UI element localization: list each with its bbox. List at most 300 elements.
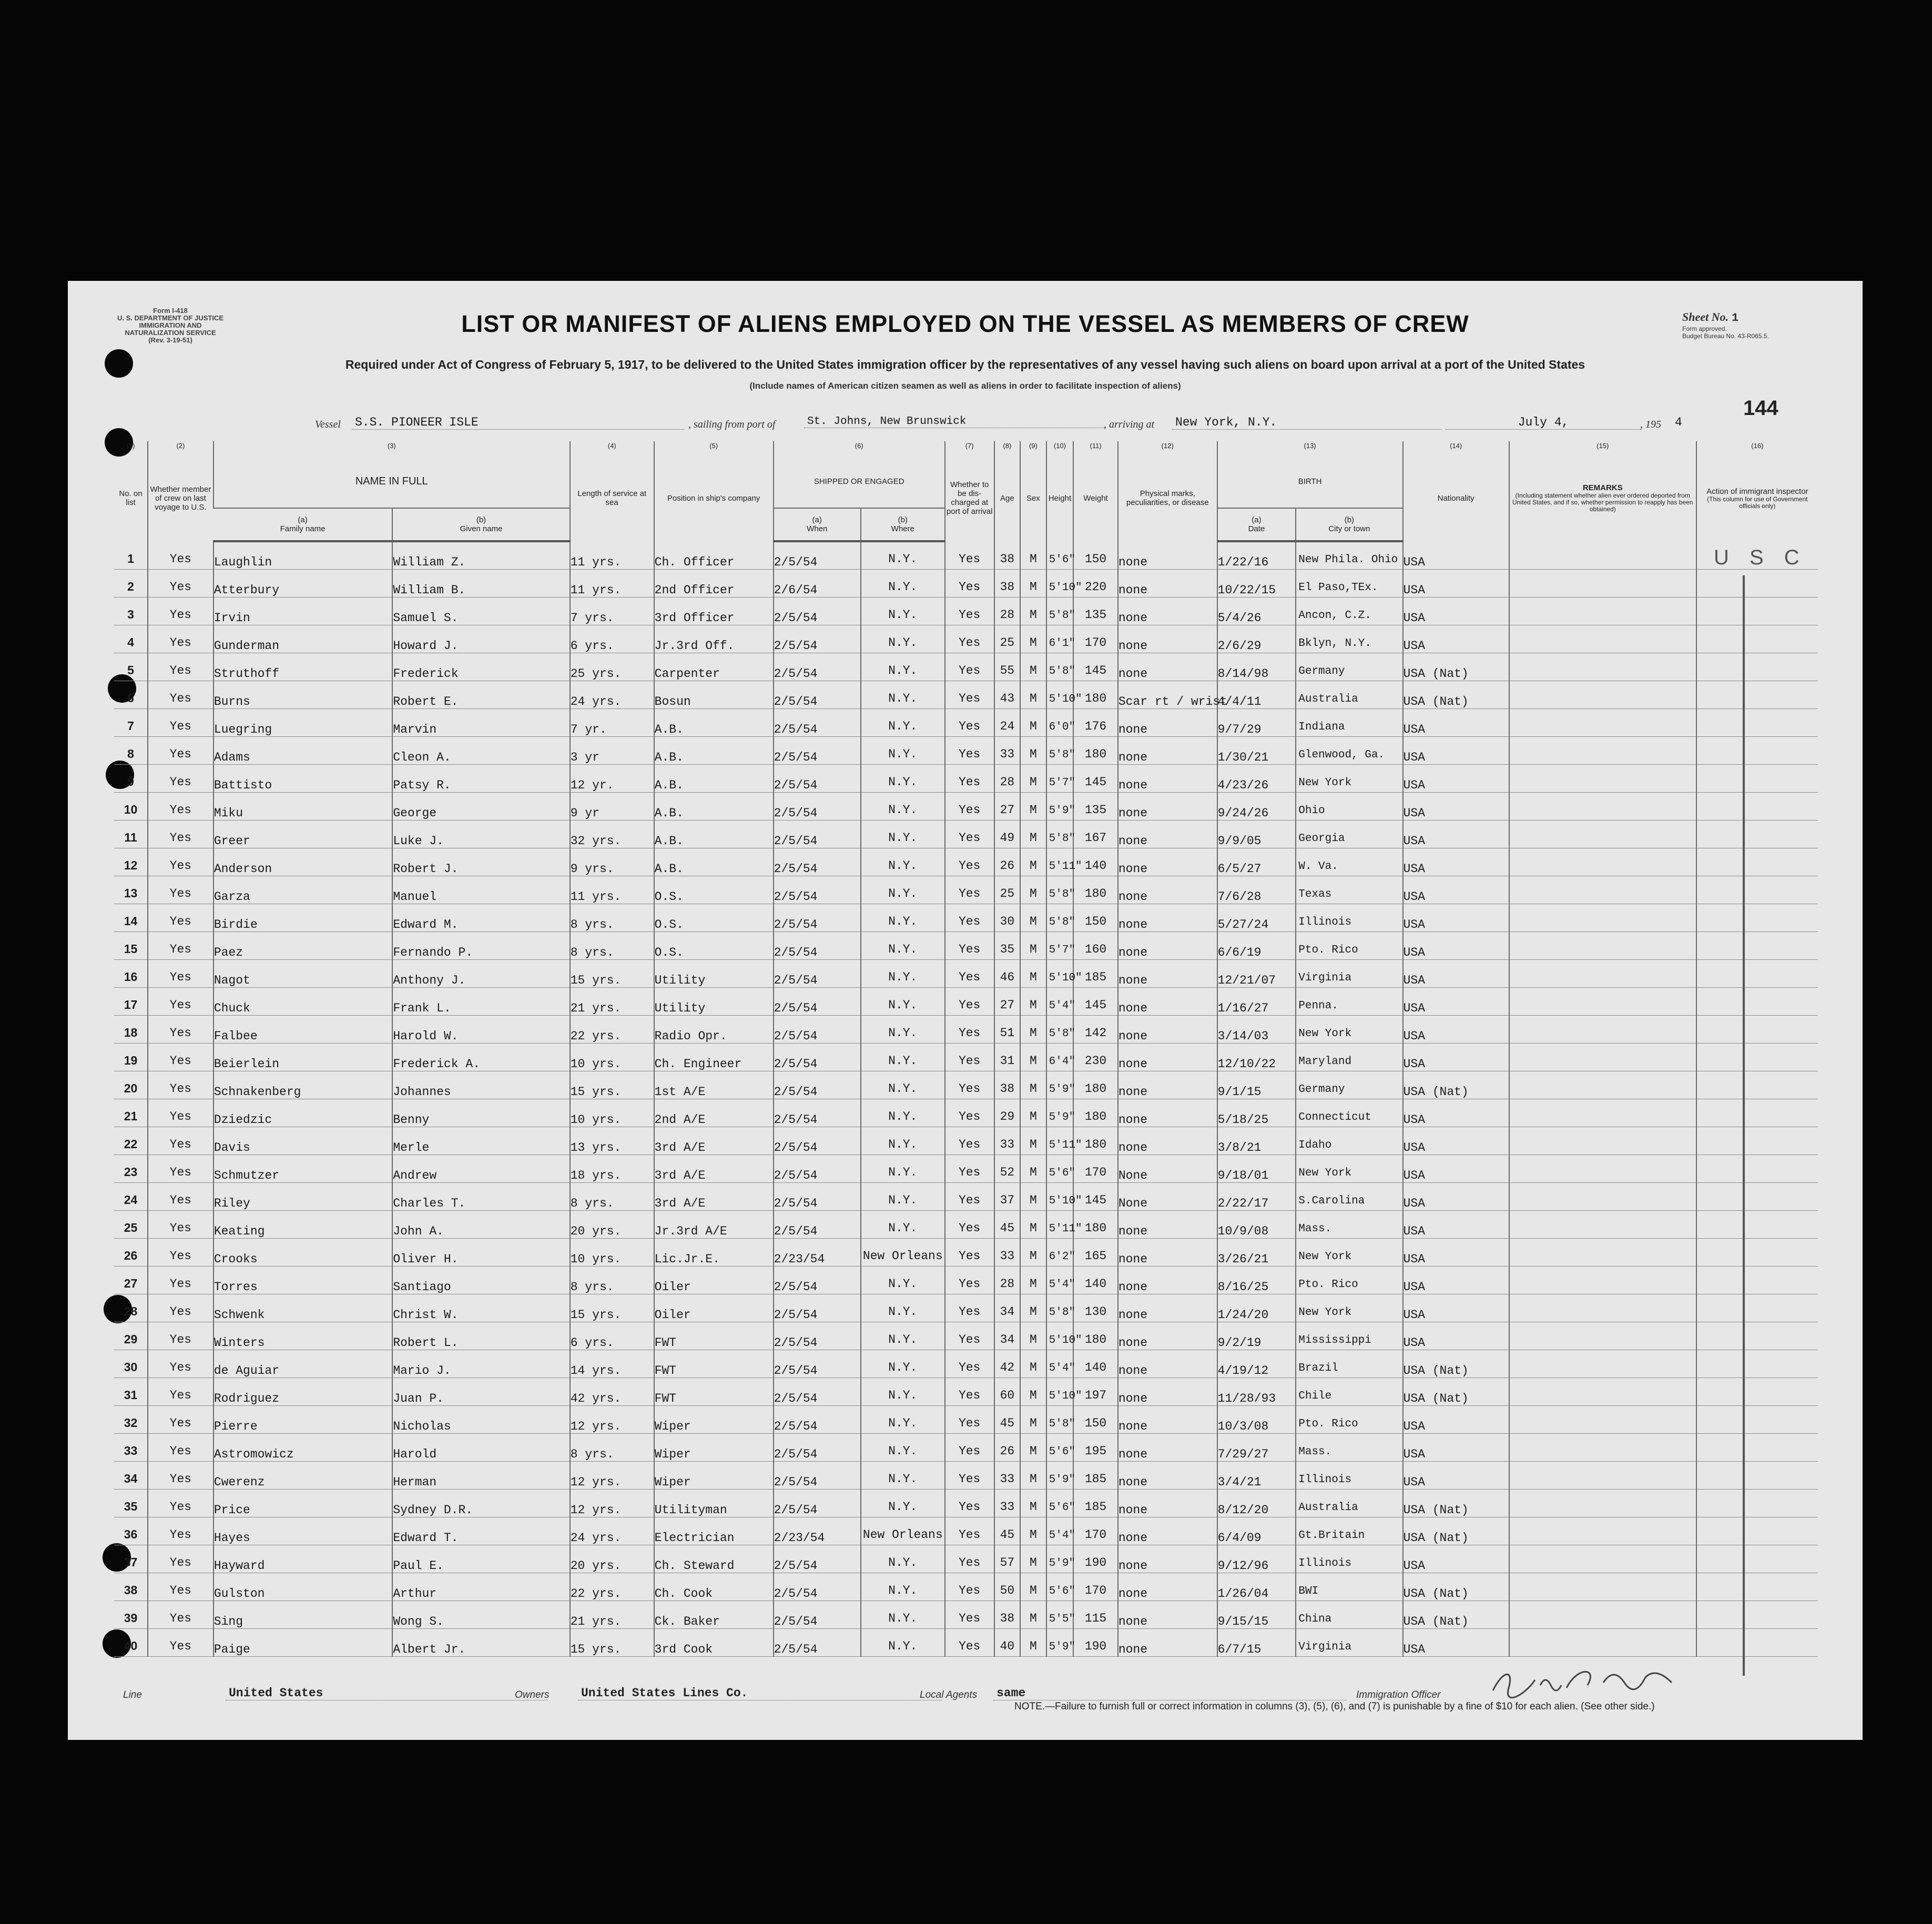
- cell-height: 6'2": [1046, 1238, 1074, 1266]
- cell-family: Riley: [213, 1182, 393, 1210]
- col-length: Length of service at sea: [570, 455, 654, 541]
- cell-sex: M: [1020, 736, 1046, 764]
- cell-age: 38: [994, 1071, 1021, 1099]
- cell-birth-city: Germany: [1296, 653, 1402, 681]
- cell-length: 12 yrs.: [570, 1489, 654, 1517]
- cell-given: Edward M.: [392, 904, 570, 931]
- cell-where: N.Y.: [861, 1294, 945, 1322]
- cell-birth-date: 2/6/29: [1217, 625, 1296, 653]
- cell-where: N.Y.: [861, 1628, 945, 1656]
- cell-given: Anthony J.: [392, 959, 570, 987]
- cell-birth-city: Glenwood, Ga.: [1296, 736, 1402, 764]
- cell-position: Bosun: [654, 681, 774, 708]
- cell-birth-city: Ohio: [1296, 792, 1402, 820]
- cell-height: 5'8": [1046, 876, 1074, 904]
- cell-weight: 142: [1073, 1015, 1118, 1043]
- cell-nationality: USA (Nat): [1403, 1489, 1509, 1517]
- cell-given: Mario J.: [392, 1350, 570, 1378]
- cell-birth-date: 1/26/04: [1217, 1573, 1296, 1601]
- cell-nationality: USA (Nat): [1403, 653, 1509, 681]
- cell-where: N.Y.: [861, 792, 945, 820]
- cell-discharged: Yes: [945, 625, 994, 653]
- cell-empty: [1696, 653, 1818, 681]
- cell-age: 38: [994, 569, 1021, 597]
- cell-nationality: USA: [1403, 1155, 1509, 1182]
- cell-age: 52: [994, 1155, 1021, 1182]
- cell-where: N.Y.: [861, 1601, 945, 1628]
- manifest-sheet: [68, 281, 1863, 1740]
- cell-family: Price: [213, 1489, 393, 1517]
- cell-where: N.Y.: [861, 1210, 945, 1238]
- col-remarks: [1509, 455, 1696, 541]
- cell-when: 2/6/54: [774, 569, 861, 597]
- cell-family: Schwenk: [213, 1294, 393, 1322]
- cell-age: 42: [994, 1350, 1021, 1378]
- cell-no: 19: [114, 1043, 148, 1071]
- cell-no: 28: [114, 1294, 148, 1322]
- cell-length: 8 yrs.: [570, 1433, 654, 1461]
- cell-weight: 190: [1073, 1545, 1118, 1573]
- cell-height: 5'8": [1046, 820, 1074, 848]
- cell-family: Paez: [213, 931, 393, 959]
- col-birth-city: [1296, 508, 1402, 541]
- cell-discharged: Yes: [945, 1294, 994, 1322]
- cell-when: 2/5/54: [774, 1322, 861, 1350]
- cell-birth-date: 9/15/15: [1217, 1601, 1296, 1628]
- cell-length: 10 yrs.: [570, 1099, 654, 1127]
- cell-discharged: Yes: [945, 764, 994, 792]
- cell-empty: [1509, 1405, 1696, 1433]
- cell-empty: [1509, 681, 1696, 708]
- cell-no: 11: [114, 820, 148, 848]
- cell-member: Yes: [148, 1433, 213, 1461]
- cell-empty: [1509, 1573, 1696, 1601]
- cell-position: 3rd A/E: [654, 1182, 774, 1210]
- cell-marks: none: [1118, 764, 1217, 792]
- cell-discharged: Yes: [945, 792, 994, 820]
- cell-sex: M: [1020, 708, 1046, 736]
- cell-no: 5: [114, 653, 148, 681]
- cell-marks: none: [1118, 597, 1217, 625]
- cell-no: 14: [114, 904, 148, 931]
- cell-marks: none: [1118, 1628, 1217, 1656]
- date-sub: (a): [1252, 515, 1262, 524]
- cell-weight: 150: [1073, 1405, 1118, 1433]
- inspector-mark: U S C: [1714, 546, 1807, 569]
- cell-birth-date: 9/24/26: [1217, 792, 1296, 820]
- cell-age: 33: [994, 1461, 1021, 1489]
- cell-sex: M: [1020, 764, 1046, 792]
- cell-marks: none: [1118, 931, 1217, 959]
- cell-discharged: Yes: [945, 931, 994, 959]
- cell-position: 3rd A/E: [654, 1155, 774, 1182]
- cell-weight: 140: [1073, 1350, 1118, 1378]
- cell-given: Fernando P.: [392, 931, 570, 959]
- cell-sex: M: [1020, 959, 1046, 987]
- col-name: NAME IN FULL: [213, 455, 570, 508]
- cell-sex: M: [1020, 1238, 1046, 1266]
- cell-age: 35: [994, 931, 1021, 959]
- cell-birth-date: 10/9/08: [1217, 1210, 1296, 1238]
- cell-where: N.Y.: [861, 1489, 945, 1517]
- cell-member: Yes: [148, 876, 213, 904]
- cell-discharged: Yes: [945, 1043, 994, 1071]
- cell-position: Oiler: [654, 1266, 774, 1294]
- sailing-label: , sailing from port of: [688, 419, 776, 430]
- cell-where: N.Y.: [861, 1322, 945, 1350]
- table-row: [114, 1015, 1818, 1043]
- cell-empty: [1696, 848, 1818, 876]
- cell-when: 2/5/54: [774, 1601, 861, 1628]
- cell-height: 5'11": [1046, 1210, 1074, 1238]
- cell-birth-city: Australia: [1296, 681, 1402, 708]
- cell-sex: M: [1020, 597, 1046, 625]
- cell-where: N.Y.: [861, 1378, 945, 1405]
- cell-birth-city: Gt.Britain: [1296, 1517, 1402, 1545]
- cell-member: Yes: [148, 597, 213, 625]
- cell-height: 6'1": [1046, 625, 1074, 653]
- cell-where: N.Y.: [861, 708, 945, 736]
- cell-weight: 180: [1073, 1099, 1118, 1127]
- cell-age: 55: [994, 653, 1021, 681]
- col-nationality: Nationality: [1403, 455, 1509, 541]
- cell-when: 2/5/54: [774, 904, 861, 931]
- cell-where: New Orleans: [861, 1238, 945, 1266]
- cell-position: Wiper: [654, 1433, 774, 1461]
- cell-member: Yes: [148, 681, 213, 708]
- cell-marks: none: [1118, 541, 1217, 569]
- cell-age: 33: [994, 1238, 1021, 1266]
- cell-nationality: USA: [1403, 931, 1509, 959]
- col-num-4: (4): [570, 441, 654, 455]
- cell-height: 6'0": [1046, 708, 1074, 736]
- cell-empty: [1696, 708, 1818, 736]
- cell-birth-date: 5/4/26: [1217, 597, 1296, 625]
- cell-weight: 145: [1073, 653, 1118, 681]
- cell-marks: none: [1118, 1461, 1217, 1489]
- cell-weight: 220: [1073, 569, 1118, 597]
- col-num-12: (12): [1118, 441, 1217, 455]
- table-row: [114, 569, 1818, 597]
- cell-discharged: Yes: [945, 708, 994, 736]
- cell-weight: 150: [1073, 541, 1118, 569]
- remarks-note: (Including statement whether alien ever ordered deported from United States, and if so, whether permission to reapply has been obtained): [1512, 492, 1693, 513]
- cell-marks: none: [1118, 1433, 1217, 1461]
- col-action: [1696, 455, 1818, 541]
- cell-weight: 185: [1073, 1489, 1118, 1517]
- cell-when: 2/5/54: [774, 1127, 861, 1155]
- cell-height: 5'8": [1046, 1294, 1074, 1322]
- cell-length: 8 yrs.: [570, 931, 654, 959]
- cell-sex: M: [1020, 1015, 1046, 1043]
- cell-birth-date: 8/12/20: [1217, 1489, 1296, 1517]
- cell-height: 5'8": [1046, 904, 1074, 931]
- cell-when: 2/5/54: [774, 1489, 861, 1517]
- cell-no: 22: [114, 1127, 148, 1155]
- cell-marks: none: [1118, 1517, 1217, 1545]
- cell-empty: [1696, 1461, 1818, 1489]
- cell-sex: M: [1020, 987, 1046, 1015]
- cell-nationality: USA (Nat): [1403, 681, 1509, 708]
- service: IMMIGRATION AND NATURALIZATION SERVICE: [125, 321, 216, 337]
- footer-note: NOTE.—Failure to furnish full or correct information in columns (3), (5), (6), and (7) is punishable by a fine of $10 for each alien. (See other side.): [1014, 1701, 1655, 1712]
- cell-length: 10 yrs.: [570, 1238, 654, 1266]
- cell-discharged: Yes: [945, 541, 994, 569]
- cell-sex: M: [1020, 848, 1046, 876]
- cell-nationality: USA (Nat): [1403, 1573, 1509, 1601]
- cell-sex: M: [1020, 1517, 1046, 1545]
- col-num-15: (15): [1509, 441, 1696, 455]
- cell-no: 32: [114, 1405, 148, 1433]
- cell-height: 5'4": [1046, 1266, 1074, 1294]
- cell-height: 5'6": [1046, 1489, 1074, 1517]
- cell-when: 2/5/54: [774, 708, 861, 736]
- cell-discharged: Yes: [945, 569, 994, 597]
- cell-given: Charles T.: [392, 1182, 570, 1210]
- cell-empty: [1696, 931, 1818, 959]
- cell-birth-date: 5/18/25: [1217, 1099, 1296, 1127]
- cell-family: Schnakenberg: [213, 1071, 393, 1099]
- cell-member: Yes: [148, 987, 213, 1015]
- cell-marks: none: [1118, 653, 1217, 681]
- cell-given: Harold W.: [392, 1015, 570, 1043]
- cell-member: Yes: [148, 1127, 213, 1155]
- cell-family: Burns: [213, 681, 393, 708]
- cell-given: Juan P.: [392, 1378, 570, 1405]
- cell-empty: [1696, 597, 1818, 625]
- cell-no: 1: [114, 541, 148, 569]
- cell-birth-city: Pto. Rico: [1296, 1266, 1402, 1294]
- cell-height: 5'8": [1046, 736, 1074, 764]
- cell-age: 31: [994, 1043, 1021, 1071]
- cell-sex: M: [1020, 1322, 1046, 1350]
- cell-no: 3: [114, 597, 148, 625]
- cell-discharged: Yes: [945, 1015, 994, 1043]
- cell-empty: [1509, 1155, 1696, 1182]
- cell-empty: [1696, 1628, 1818, 1656]
- inspector-line: [1743, 575, 1745, 1676]
- cell-marks: none: [1118, 1127, 1217, 1155]
- cell-birth-city: Virginia: [1296, 1628, 1402, 1656]
- cell-birth-city: New Phila. Ohio: [1296, 541, 1402, 569]
- cell-marks: none: [1118, 1099, 1217, 1127]
- cell-marks: Scar rt / wrist: [1118, 681, 1217, 708]
- revision: (Rev. 3-19-51): [148, 336, 192, 344]
- cell-member: Yes: [148, 1517, 213, 1545]
- cell-family: Chuck: [213, 987, 393, 1015]
- cell-sex: M: [1020, 1350, 1046, 1378]
- cell-length: 15 yrs.: [570, 1294, 654, 1322]
- cell-no: 8: [114, 736, 148, 764]
- cell-no: 33: [114, 1433, 148, 1461]
- crew-table: [114, 441, 1818, 1657]
- cell-empty: [1509, 1294, 1696, 1322]
- cell-weight: 135: [1073, 597, 1118, 625]
- cell-sex: M: [1020, 1378, 1046, 1405]
- cell-empty: [1696, 1266, 1818, 1294]
- cell-weight: 170: [1073, 1517, 1118, 1545]
- cell-birth-date: 3/14/03: [1217, 1015, 1296, 1043]
- given-sub: (b): [476, 515, 486, 524]
- col-no: No. on list: [119, 489, 143, 507]
- cell-empty: [1696, 1322, 1818, 1350]
- cell-marks: none: [1118, 1071, 1217, 1099]
- cell-weight: 197: [1073, 1378, 1118, 1405]
- col-height: Height: [1046, 455, 1074, 541]
- cell-age: 38: [994, 1601, 1021, 1628]
- cell-empty: [1696, 764, 1818, 792]
- cell-where: N.Y.: [861, 1545, 945, 1573]
- cell-empty: [1696, 1155, 1818, 1182]
- year-prefix: , 195: [1640, 419, 1661, 430]
- cell-family: Dziedzic: [213, 1099, 393, 1127]
- cell-length: 15 yrs.: [570, 1628, 654, 1656]
- cell-given: Nicholas: [392, 1405, 570, 1433]
- cell-member: Yes: [148, 1461, 213, 1489]
- cell-given: Santiago: [392, 1266, 570, 1294]
- cell-length: 12 yr.: [570, 764, 654, 792]
- cell-when: 2/5/54: [774, 1071, 861, 1099]
- cell-marks: none: [1118, 736, 1217, 764]
- cell-birth-city: Georgia: [1296, 820, 1402, 848]
- cell-member: Yes: [148, 1322, 213, 1350]
- cell-when: 2/5/54: [774, 1294, 861, 1322]
- col-birth: BIRTH: [1217, 455, 1403, 508]
- vessel-label: Vessel: [315, 419, 341, 430]
- cell-member: Yes: [148, 1071, 213, 1099]
- cell-age: 43: [994, 681, 1021, 708]
- cell-no: 4: [114, 625, 148, 653]
- cell-weight: 185: [1073, 1461, 1118, 1489]
- cell-where: N.Y.: [861, 653, 945, 681]
- cell-given: William Z.: [392, 541, 570, 569]
- cell-birth-city: Chile: [1296, 1378, 1402, 1405]
- subnote: (Include names of American citizen seamen as well as aliens in order to facilitate inspection of aliens): [749, 381, 1181, 391]
- cell-age: 29: [994, 1099, 1021, 1127]
- cell-member: Yes: [148, 820, 213, 848]
- cell-birth-city: Ancon, C.Z.: [1296, 597, 1402, 625]
- cell-family: Gulston: [213, 1573, 393, 1601]
- vessel-info: [68, 411, 1863, 432]
- cell-sex: M: [1020, 569, 1046, 597]
- cell-sex: M: [1020, 541, 1046, 569]
- cell-empty: [1509, 653, 1696, 681]
- cell-when: 2/5/54: [774, 653, 861, 681]
- cell-length: 14 yrs.: [570, 1350, 654, 1378]
- cell-weight: 115: [1073, 1601, 1118, 1628]
- cell-no: 29: [114, 1322, 148, 1350]
- cell-member: Yes: [148, 1378, 213, 1405]
- cell-birth-city: El Paso,TEx.: [1296, 569, 1402, 597]
- cell-sex: M: [1020, 1043, 1046, 1071]
- cell-family: Schmutzer: [213, 1155, 393, 1182]
- cell-birth-city: Brazil: [1296, 1350, 1402, 1378]
- cell-sex: M: [1020, 1405, 1046, 1433]
- table-row: [114, 1238, 1818, 1266]
- cell-when: 2/5/54: [774, 1461, 861, 1489]
- cell-weight: 130: [1073, 1294, 1118, 1322]
- table-row: [114, 1517, 1818, 1545]
- cell-weight: 135: [1073, 792, 1118, 820]
- cell-where: N.Y.: [861, 1461, 945, 1489]
- cell-age: 25: [994, 625, 1021, 653]
- cell-empty: [1696, 904, 1818, 931]
- cell-birth-date: 10/3/08: [1217, 1405, 1296, 1433]
- cell-family: Miku: [213, 792, 393, 820]
- cell-no: 38: [114, 1573, 148, 1601]
- date-label: Date: [1248, 524, 1265, 533]
- cell-given: Sydney D.R.: [392, 1489, 570, 1517]
- table-row: [114, 1210, 1818, 1238]
- cell-length: 20 yrs.: [570, 1545, 654, 1573]
- line-label: Line: [123, 1689, 142, 1700]
- cell-marks: none: [1118, 625, 1217, 653]
- cell-when: 2/5/54: [774, 876, 861, 904]
- cell-position: Electrician: [654, 1517, 774, 1545]
- table-row: [114, 1127, 1818, 1155]
- cell-position: A.B.: [654, 764, 774, 792]
- cell-empty: [1696, 625, 1818, 653]
- cell-length: 11 yrs.: [570, 569, 654, 597]
- cell-when: 2/5/54: [774, 1155, 861, 1182]
- cell-nationality: USA: [1403, 1127, 1509, 1155]
- cell-discharged: Yes: [945, 681, 994, 708]
- cell-marks: none: [1118, 1238, 1217, 1266]
- table-row: [114, 820, 1818, 848]
- cell-discharged: Yes: [945, 1489, 994, 1517]
- cell-nationality: USA: [1403, 876, 1509, 904]
- page-title: LIST OR MANIFEST OF ALIENS EMPLOYED ON THE VESSEL AS MEMBERS OF CREW: [461, 310, 1469, 337]
- cell-member: Yes: [148, 1043, 213, 1071]
- cell-discharged: Yes: [945, 876, 994, 904]
- cell-birth-date: 6/6/19: [1217, 931, 1296, 959]
- cell-age: 38: [994, 541, 1021, 569]
- col-num-14: (14): [1403, 441, 1509, 455]
- cell-when: 2/5/54: [774, 959, 861, 987]
- cell-given: Frank L.: [392, 987, 570, 1015]
- cell-where: N.Y.: [861, 541, 945, 569]
- cell-where: N.Y.: [861, 1266, 945, 1294]
- col-num-7: (7): [945, 441, 994, 455]
- cell-sex: M: [1020, 1210, 1046, 1238]
- cell-birth-date: 9/12/96: [1217, 1545, 1296, 1573]
- cell-height: 5'8": [1046, 653, 1074, 681]
- cell-length: 24 yrs.: [570, 681, 654, 708]
- cell-height: 6'4": [1046, 1043, 1074, 1071]
- cell-no: 34: [114, 1461, 148, 1489]
- cell-discharged: Yes: [945, 1378, 994, 1405]
- cell-weight: 145: [1073, 764, 1118, 792]
- table-row: [114, 1266, 1818, 1294]
- cell-member: Yes: [148, 931, 213, 959]
- cell-when: 2/5/54: [774, 987, 861, 1015]
- cell-marks: none: [1118, 1322, 1217, 1350]
- cell-birth-date: 1/22/16: [1217, 541, 1296, 569]
- cell-length: 3 yr: [570, 736, 654, 764]
- table-row: [114, 1099, 1818, 1127]
- cell-given: Patsy R.: [392, 764, 570, 792]
- cell-family: Davis: [213, 1127, 393, 1155]
- table-row: [114, 1601, 1818, 1628]
- cell-birth-date: 5/27/24: [1217, 904, 1296, 931]
- cell-weight: 165: [1073, 1238, 1118, 1266]
- col-num-11: (11): [1073, 441, 1118, 455]
- cell-discharged: Yes: [945, 1517, 994, 1545]
- cell-empty: [1509, 1433, 1696, 1461]
- cell-age: 34: [994, 1294, 1021, 1322]
- col-sex: Sex: [1020, 455, 1046, 541]
- cell-no: 30: [114, 1350, 148, 1378]
